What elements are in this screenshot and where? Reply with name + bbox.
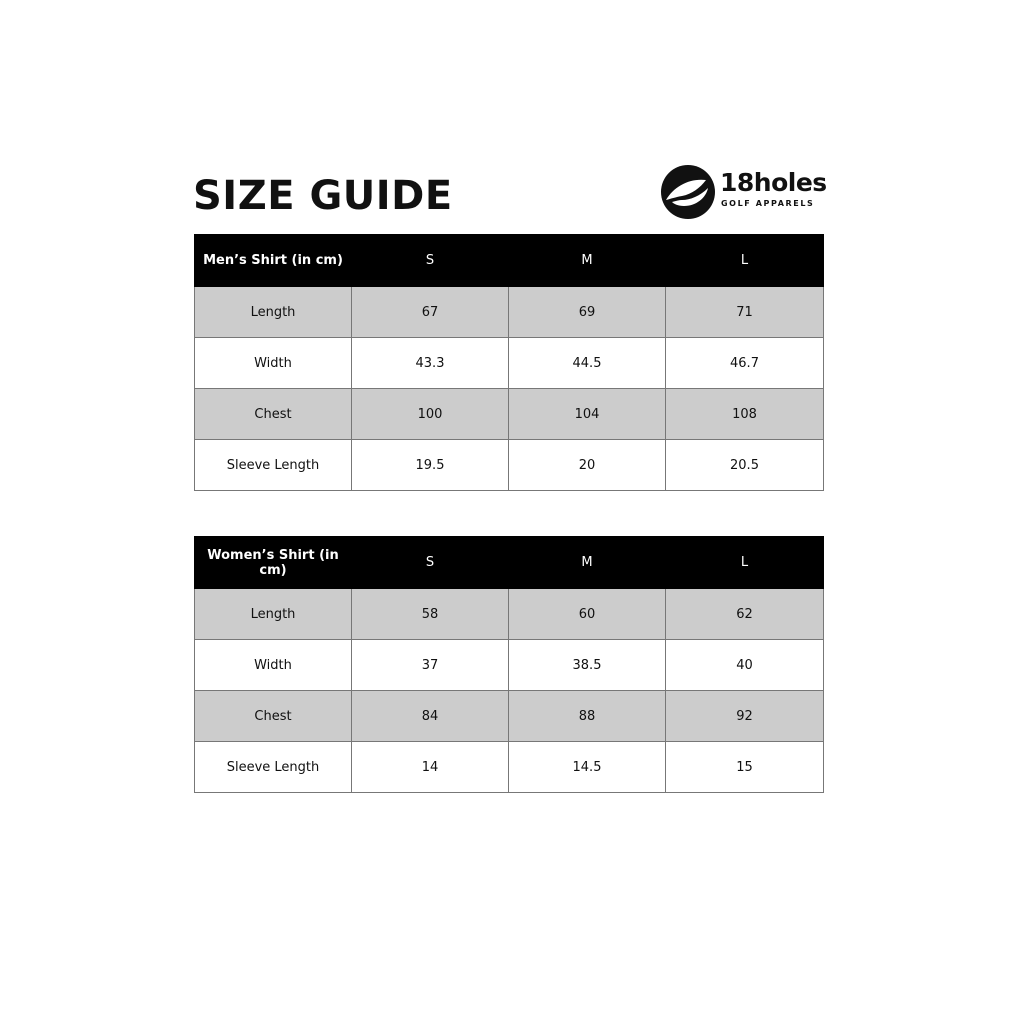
table-cell: 15 — [666, 742, 824, 793]
brand-tagline: GOLF APPARELS — [721, 199, 815, 208]
golf-swoosh-logo-icon — [660, 164, 716, 220]
table-cell: 69 — [509, 287, 666, 338]
page-title: SIZE GUIDE — [193, 173, 453, 219]
table-cell: 100 — [352, 389, 509, 440]
table-cell: 38.5 — [509, 640, 666, 691]
table-cell: 88 — [509, 691, 666, 742]
table-cell: 104 — [509, 389, 666, 440]
table-cell: 108 — [666, 389, 824, 440]
brand-logo — [660, 164, 827, 220]
table-cell: 14.5 — [509, 742, 666, 793]
size-header-l: L — [666, 235, 824, 287]
table-cell: 44.5 — [509, 338, 666, 389]
size-header-s: S — [352, 235, 509, 287]
row-label: Chest — [195, 691, 352, 742]
row-label: Sleeve Length — [195, 742, 352, 793]
table-cell: 14 — [352, 742, 509, 793]
table-row — [195, 640, 824, 691]
table-header-label: Women’s Shirt (in cm) — [195, 537, 352, 589]
table-cell: 92 — [666, 691, 824, 742]
table-cell: 58 — [352, 589, 509, 640]
table-cell: 20 — [509, 440, 666, 491]
row-label: Sleeve Length — [195, 440, 352, 491]
brand-name: 18holes — [720, 168, 827, 197]
table-row — [195, 389, 824, 440]
table-row — [195, 691, 824, 742]
table-header-row — [195, 537, 824, 589]
table-cell: 62 — [666, 589, 824, 640]
size-header-m: M — [509, 537, 666, 589]
table-row — [195, 287, 824, 338]
size-header-l: L — [666, 537, 824, 589]
mens-size-table — [194, 234, 824, 491]
row-label: Length — [195, 589, 352, 640]
table-header-label: Men’s Shirt (in cm) — [195, 235, 352, 287]
row-label: Length — [195, 287, 352, 338]
table-row — [195, 338, 824, 389]
row-label: Width — [195, 338, 352, 389]
row-label: Width — [195, 640, 352, 691]
table-cell: 46.7 — [666, 338, 824, 389]
table-cell: 60 — [509, 589, 666, 640]
table-row — [195, 742, 824, 793]
table-cell: 43.3 — [352, 338, 509, 389]
table-cell: 71 — [666, 287, 824, 338]
table-cell: 20.5 — [666, 440, 824, 491]
womens-size-table — [194, 536, 824, 793]
table-cell: 19.5 — [352, 440, 509, 491]
row-label: Chest — [195, 389, 352, 440]
size-header-m: M — [509, 235, 666, 287]
table-cell: 67 — [352, 287, 509, 338]
table-cell: 84 — [352, 691, 509, 742]
table-header-row — [195, 235, 824, 287]
table-cell: 40 — [666, 640, 824, 691]
size-header-s: S — [352, 537, 509, 589]
table-row — [195, 440, 824, 491]
table-row — [195, 589, 824, 640]
table-cell: 37 — [352, 640, 509, 691]
